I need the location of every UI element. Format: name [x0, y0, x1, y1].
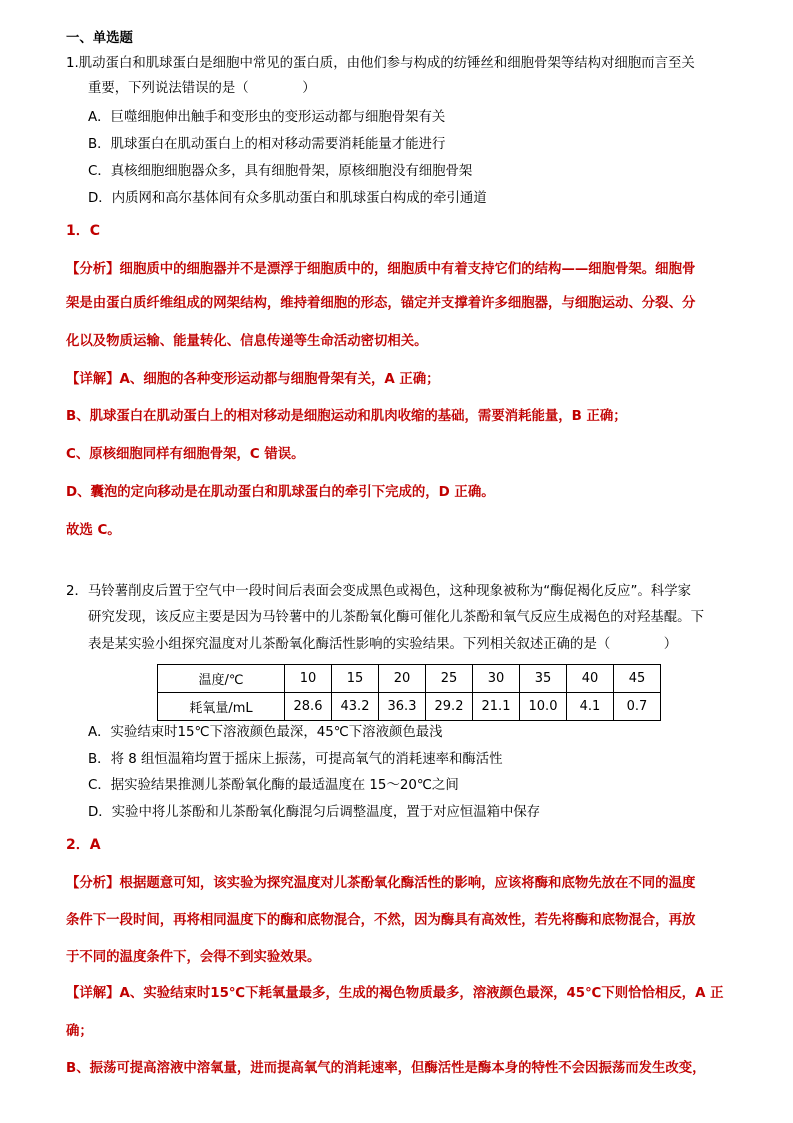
- q2-stem-line-1: 2．马铃薯削皮后置于空气中一段时间后表面会变成黑色或褐色，这种现象被称为“酶促褐化反应”。科学家: [66, 584, 691, 599]
- table-cell: 36.3: [379, 693, 426, 721]
- table-cell: 10: [285, 665, 332, 693]
- q2-analysis-line: 条件下一段时间，再将相同温度下的酶和底物混合，不然，因为酶具有高效性，若先将酶和底物混合，再放: [66, 913, 696, 928]
- section-title: 一、单选题: [66, 31, 133, 46]
- q1-analysis-line: 化以及物质运输、能量转化、信息传递等生命活动密切相关。: [66, 334, 428, 349]
- q2-analysis-line: 于不同的温度条件下，会得不到实验效果。: [66, 950, 321, 965]
- q1-analysis-line: 【分析】细胞质中的细胞器并不是漂浮于细胞质中的，细胞质中有着支持它们的结构——细胞骨架。细胞骨: [66, 262, 696, 277]
- q1-stem-line-1: 1.肌动蛋白和肌球蛋白是细胞中常见的蛋白质，由他们参与构成的纺锤丝和细胞骨架等结构对细胞而言至关: [66, 56, 695, 71]
- table-cell: 15: [332, 665, 379, 693]
- table-cell: 35: [520, 665, 567, 693]
- q2-answer: 2．A: [66, 837, 101, 853]
- table-cell: 20: [379, 665, 426, 693]
- table-header-temperature: 温度/℃: [158, 665, 285, 693]
- q2-analysis-line: 【分析】根据题意可知，该实验为探究温度对儿茶酚氧化酶活性的影响，应该将酶和底物先放在不同的温度: [66, 876, 696, 891]
- q1-detail-line: 【详解】A、细胞的各种变形运动都与细胞骨架有关，A 正确；: [66, 372, 440, 387]
- table-cell: 10.0: [520, 693, 567, 721]
- table-cell: 21.1: [473, 693, 520, 721]
- q2-detail-line: 【详解】A、实验结束时15℃下耗氧量最多，生成的褐色物质最多，溶液颜色最深，45℃下则恰恰相反，A 正: [66, 986, 724, 1001]
- table-cell: 30: [473, 665, 520, 693]
- q1-option-d: D．内质网和高尔基体间有众多肌动蛋白和肌球蛋白构成的牵引通道: [88, 191, 487, 206]
- q1-answer: 1．C: [66, 223, 101, 239]
- q2-option-d: D．实验中将儿茶酚和儿茶酚氧化酶混匀后调整温度，置于对应恒温箱中保存: [88, 805, 541, 820]
- q2-option-a: A．实验结束时15℃下溶液颜色最深，45℃下溶液颜色最浅: [88, 725, 443, 740]
- q2-stem-line-3: 表是某实验小组探究温度对儿茶酚氧化酶活性影响的实验结果。下列相关叙述正确的是（ ）: [88, 637, 678, 652]
- table-cell: 25: [426, 665, 473, 693]
- q1-conclusion: 故选 C。: [66, 523, 121, 538]
- table-header-oxygen: 耗氧量/mL: [158, 693, 285, 721]
- table-cell: 45: [614, 665, 661, 693]
- table-cell: 40: [567, 665, 614, 693]
- q1-detail-line: C、原核细胞同样有细胞骨架，C 错误。: [66, 447, 305, 462]
- q1-analysis-line: 架是由蛋白质纤维组成的网架结构，维持着细胞的形态，锚定并支撑着许多细胞器，与细胞运动、分裂、分: [66, 296, 696, 311]
- q2-detail-line: B、振荡可提高溶液中溶氧量，进而提高氧气的消耗速率，但酶活性是酶本身的特性不会因振荡而发生改变，: [66, 1061, 706, 1076]
- table-cell: 43.2: [332, 693, 379, 721]
- q1-detail-line: D、囊泡的定向移动是在肌动蛋白和肌球蛋白的牵引下完成的，D 正确。: [66, 485, 495, 500]
- temperature-oxygen-table: [157, 664, 661, 721]
- q1-option-c: C．真核细胞细胞器众多，具有细胞骨架，原核细胞没有细胞骨架: [88, 164, 473, 179]
- q2-option-c: C．据实验结果推测儿茶酚氧化酶的最适温度在 15～20℃之间: [88, 778, 459, 793]
- q2-option-b: B．将 8 组恒温箱均置于摇床上振荡，可提高氧气的消耗速率和酶活性: [88, 752, 503, 767]
- table-cell: 4.1: [567, 693, 614, 721]
- table-cell: 0.7: [614, 693, 661, 721]
- table-row: [158, 665, 661, 693]
- q1-option-a: A．巨噬细胞伸出触手和变形虫的变形运动都与细胞骨架有关: [88, 110, 446, 125]
- table-row: [158, 693, 661, 721]
- q2-stem-line-2: 研究发现，该反应主要是因为马铃薯中的儿茶酚氧化酶可催化儿茶酚和氧气反应生成褐色的对羟基醌。下: [88, 610, 704, 625]
- table-cell: 29.2: [426, 693, 473, 721]
- q2-detail-line: 确；: [66, 1024, 93, 1039]
- q1-detail-line: B、肌球蛋白在肌动蛋白上的相对移动是细胞运动和肌肉收缩的基础，需要消耗能量，B 正确；: [66, 409, 627, 424]
- q1-stem-line-2: 重要，下列说法错误的是（ ）: [88, 81, 316, 96]
- q1-option-b: B．肌球蛋白在肌动蛋白上的相对移动需要消耗能量才能进行: [88, 137, 446, 152]
- table-cell: 28.6: [285, 693, 332, 721]
